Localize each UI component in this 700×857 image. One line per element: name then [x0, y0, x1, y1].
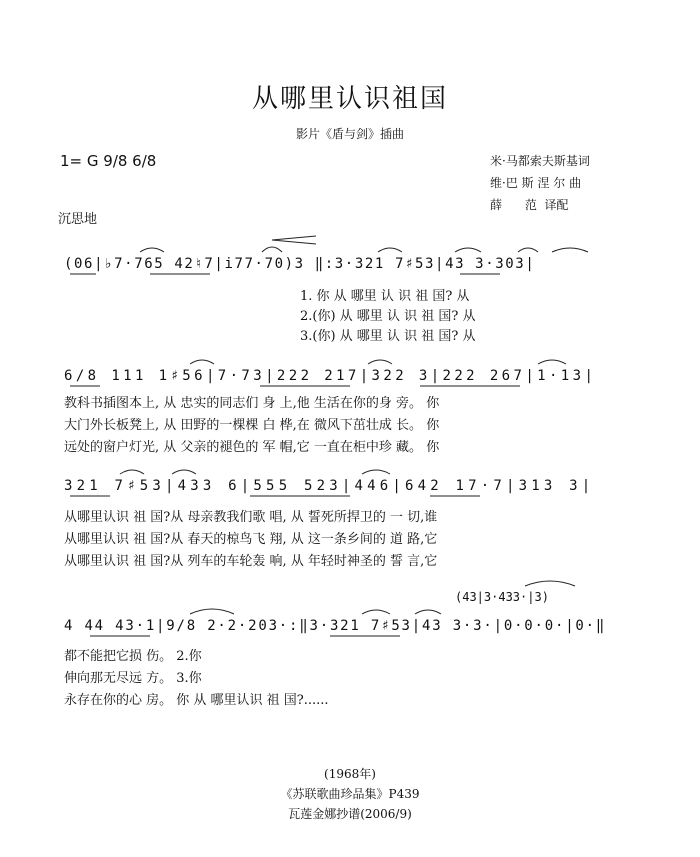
lyric-line-4-1: 都不能把它损 伤。 2.你 [64, 649, 202, 664]
footer-source: 《苏联歌曲珍品集》P439 [280, 787, 420, 801]
lyricist-credit: 米·马都索夫斯基词 [490, 154, 590, 168]
alternate-ending: (43|3·433·|3) [455, 590, 549, 604]
notation-line-3: 321 7♯53|433 6|555 523|446|642 17·7|313 3| [64, 478, 595, 494]
lyric-line-4-2: 伸向那无尽远 方。 3.你 [64, 671, 202, 686]
crescendo-mark [272, 236, 316, 244]
lyric-line-1-3: 3.(你) 从 哪里 认 识 祖 国? 从 [300, 329, 476, 344]
slur-mark [120, 470, 144, 474]
slur-mark [362, 470, 390, 474]
notation-line-1: (06|♭7·765 42♮7|i77·70)3 ‖:3·321 7♯53|43 3·303| [64, 256, 536, 272]
lyric-line-1-2: 2.(你) 从 哪里 认 识 祖 国? 从 [300, 309, 476, 324]
slur-mark [262, 247, 282, 252]
lyric-line-2-1: 教科书插图本上, 从 忠实的同志们 身 上,他 生活在你的身 旁。 你 [64, 396, 440, 411]
composer-credit: 维·巴 斯 涅 尔 曲 [490, 176, 582, 190]
slur-mark [190, 609, 234, 614]
lyric-line-2-2: 大门外长板凳上, 从 田野的一棵棵 白 桦,在 微风下茁壮成 长。 你 [64, 418, 440, 433]
slur-mark [172, 470, 196, 474]
footer-copyist: 瓦莲金娜抄谱(2006/9) [288, 807, 412, 821]
lyric-line-1-1: 1. 你 从 哪里 认 识 祖 国? 从 [300, 289, 470, 304]
slur-mark [190, 360, 214, 364]
notation-line-4: 4 44 43·1|9/8 2·2·203·:‖3·321 7♯53|43 3·3·|0·0·0·|0·‖ [64, 618, 607, 634]
footer-year: (1968年) [324, 767, 376, 781]
lyric-line-3-3: 从哪里认识 祖 国?从 列车的车轮轰 响, 从 年轻时神圣的 誓 言,它 [64, 554, 438, 569]
slur-mark [455, 248, 481, 252]
translator-credit: 薛 范 译配 [490, 198, 569, 212]
slur-mark [362, 610, 390, 614]
tempo-marking: 沉思地 [58, 212, 98, 227]
page-title: 从哪里认识祖国 [251, 84, 448, 114]
slur-mark [378, 248, 402, 252]
slur-mark [415, 610, 441, 614]
slur-mark [552, 248, 588, 252]
subtitle: 影片《盾与剑》插曲 [295, 127, 404, 141]
slur-mark [525, 581, 575, 586]
lyric-line-3-1: 从哪里认识 祖 国?从 母亲教我们歌 唱, 从 誓死所捍卫的 一 切,谁 [64, 510, 438, 525]
lyric-line-4-3: 永存在你的心 房。 你 从 哪里认识 祖 国?...... [64, 693, 329, 708]
slur-mark [518, 248, 538, 252]
slur-mark [140, 248, 164, 252]
credits [490, 150, 590, 216]
key-signature: 1= G 9/8 6/8 [60, 152, 157, 170]
slur-mark [538, 360, 566, 364]
notation-line-2: 6/8 111 1♯56|7·73|222 217|322 3|222 267|1·13| [64, 368, 597, 384]
lyric-line-2-3: 远处的窗户灯光, 从 父亲的褪色的 军 帽,它 一直在柜中珍 藏。 你 [64, 440, 440, 455]
lyric-line-3-2: 从哪里认识 祖 国?从 春天的椋鸟飞 翔, 从 这一条乡间的 道 路,它 [64, 532, 438, 547]
slur-mark [368, 360, 392, 364]
